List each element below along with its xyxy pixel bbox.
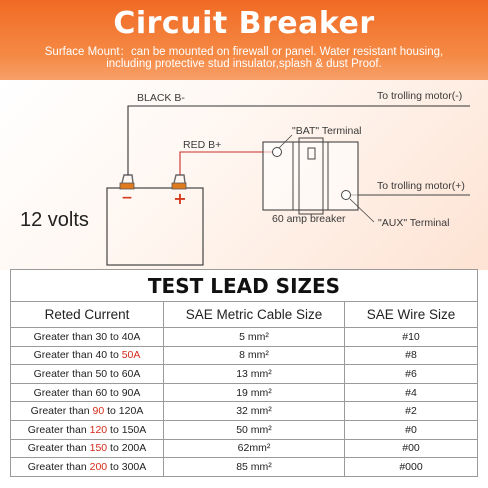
cell-rated-current — [11, 365, 164, 384]
current-text: 40A — [121, 330, 141, 343]
cell-rated-current — [11, 439, 164, 458]
table-body — [11, 328, 478, 477]
bat-terminal-stud — [273, 148, 282, 157]
cell-rated-current — [11, 402, 164, 421]
table-row — [11, 420, 478, 439]
cell-rated-current — [11, 458, 164, 477]
cell-rated-current — [11, 383, 164, 402]
current-text: Greater than 60 to 90A — [33, 386, 141, 399]
table-title: TEST LEAD SIZES — [11, 270, 478, 302]
positive-clamp — [174, 175, 185, 183]
negative-clamp — [122, 175, 133, 183]
current-text: Greater than — [27, 460, 90, 473]
trolling-motor-negative-label: To trolling motor(-) — [377, 90, 463, 102]
header-wire-size: SAE Wire Size — [345, 302, 478, 328]
table-row — [11, 383, 478, 402]
current-text: to 200A — [107, 442, 147, 455]
minus-sign: − — [121, 190, 133, 206]
table-row — [11, 328, 478, 347]
table-title-row — [11, 270, 478, 302]
cell-metric-cable-size: 13 mm² — [164, 365, 345, 384]
cell-metric-cable-size: 62mm² — [164, 439, 345, 458]
plus-sign: + — [173, 189, 187, 208]
subtitle-line-1: Surface Mount：can be mounted on firewall or panel. Water resistant housing, — [44, 46, 444, 58]
cell-wire-size: #00 — [345, 439, 478, 458]
cell-rated-current — [11, 328, 164, 347]
bat-terminal-label: "BAT" Terminal — [292, 125, 362, 137]
current-text: Greater than — [27, 423, 90, 436]
red-wire-label: RED B+ — [183, 139, 222, 151]
cell-wire-size: #4 — [345, 383, 478, 402]
cell-wire-size: #6 — [345, 365, 478, 384]
battery-negative-terminal — [120, 183, 134, 189]
cell-metric-cable-size: 19 mm² — [164, 383, 345, 402]
cell-metric-cable-size: 8 mm² — [164, 346, 345, 365]
current-text: to 300A — [107, 460, 147, 473]
page-title: Circuit Breaker — [113, 6, 375, 41]
table-row — [11, 458, 478, 477]
current-text: Greater than — [30, 405, 93, 418]
current-highlight: 200 — [89, 460, 108, 473]
current-text: to 150A — [107, 423, 147, 436]
trolling-motor-positive-label: To trolling motor(+) — [377, 180, 465, 192]
header-metric-cable-size: SAE Metric Cable Size — [164, 302, 345, 328]
cell-wire-size: #0 — [345, 420, 478, 439]
current-text: Greater than 30 to — [33, 330, 122, 343]
current-highlight: 50A — [121, 349, 141, 362]
table-row — [11, 365, 478, 384]
subtitle-line-2: including protective stud insulator,splash & dust Proof. — [106, 58, 382, 70]
cell-metric-cable-size: 5 mm² — [164, 328, 345, 347]
cell-metric-cable-size: 50 mm² — [164, 420, 345, 439]
table-row — [11, 346, 478, 365]
current-text: Greater than — [27, 442, 90, 455]
test-lead-sizes-table — [10, 269, 478, 477]
cell-wire-size: #2 — [345, 402, 478, 421]
cell-metric-cable-size: 32 mm² — [164, 402, 345, 421]
cell-wire-size: #8 — [345, 346, 478, 365]
table-row — [11, 439, 478, 458]
current-highlight: 90 — [92, 405, 105, 418]
cell-wire-size: #10 — [345, 328, 478, 347]
current-text: to 120A — [104, 405, 144, 418]
cell-metric-cable-size: 85 mm² — [164, 458, 345, 477]
table-header-row — [11, 302, 478, 328]
cell-rated-current — [11, 420, 164, 439]
aux-terminal-label: "AUX" Terminal — [378, 217, 450, 229]
breaker-label: 60 amp breaker — [272, 213, 346, 225]
black-wire-label: BLACK B- — [137, 92, 185, 104]
current-text: Greater than 40 to — [33, 349, 122, 362]
current-text: Greater than 50 to 60A — [33, 367, 141, 380]
current-highlight: 150 — [89, 442, 108, 455]
aux-terminal-stud — [342, 191, 351, 200]
cell-wire-size: #000 — [345, 458, 478, 477]
battery-voltage-label: 12 volts — [20, 209, 89, 231]
current-highlight: 120 — [89, 423, 108, 436]
header-rated-current: Reted Current — [11, 302, 164, 328]
table-row — [11, 402, 478, 421]
cell-rated-current — [11, 346, 164, 365]
